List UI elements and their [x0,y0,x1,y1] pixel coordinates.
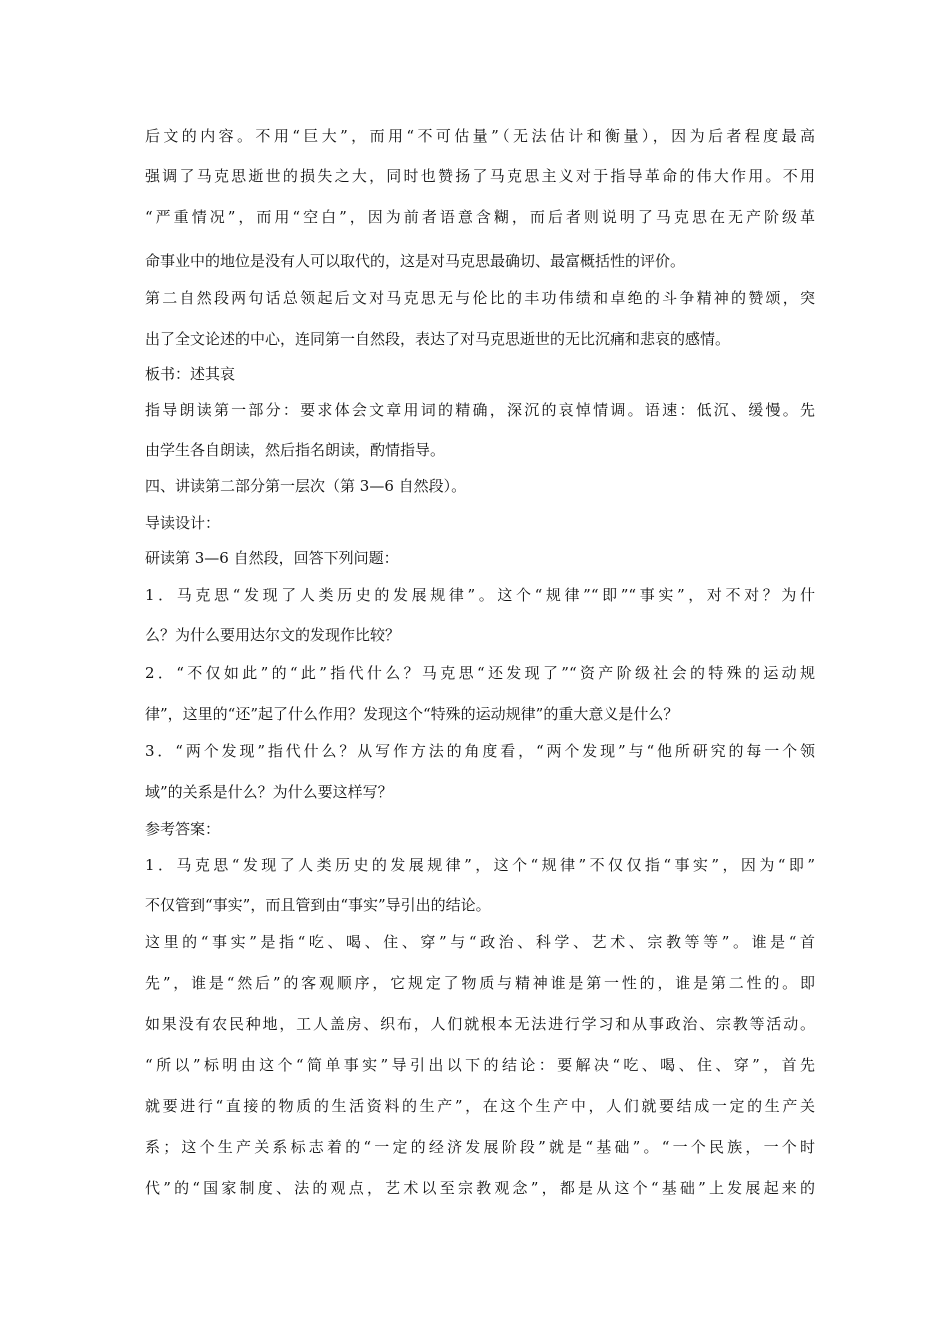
text-line: 先”，谁是“然后”的客观顺序，它规定了物质与精神谁是第一性的，谁是第二性的。即 [145,974,815,992]
text-line: 1．马克思“发现了人类历史的发展规律”，这个“规律”不仅仅指“事实”，因为“即” [145,856,815,874]
text-line: 强调了马克思逝世的损失之大，同时也赞扬了马克思主义对于指导革命的伟大作用。不用 [145,167,815,185]
text-line: “所以”标明由这个“简单事实”导引出以下的结论：要解决“吃、喝、住、穿”，首先 [145,1056,815,1074]
text-line: 这里的“事实”是指“吃、喝、住、穿”与“政治、科学、艺术、宗教等等”。谁是“首 [145,933,815,951]
text-line: 律”，这里的“还”起了什么作用？发现这个“特殊的运动规律”的重大意义是什么？ [145,705,679,723]
text-line: 系；这个生产关系标志着的“一定的经济发展阶段”就是“基础”。“一个民族，一个时 [145,1138,815,1156]
text-line: 出了全文论述的中心，连同第一自然段，表达了对马克思逝世的无比沉痛和悲哀的感情。 [145,330,731,348]
text-line: 研读第 3—6 自然段，回答下列问题： [145,549,399,567]
text-line: 域”的关系是什么？为什么要这样写？ [145,783,393,801]
text-line: 代”的“国家制度、法的观点，艺术以至宗教观念”，都是从这个“基础”上发展起来的 [145,1179,815,1197]
text-line: 导读设计： [145,514,221,532]
text-line: 3．“两个发现”指代什么？从写作方法的角度看，“两个发现”与“他所研究的每一个领 [145,742,815,760]
text-line: 么？为什么要用达尔文的发现作比较？ [145,626,401,644]
text-line: 参考答案： [145,820,221,838]
text-line: 后文的内容。不用“巨大”，而用“不可估量”（无法估计和衡量），因为后者程度最高 [145,127,815,145]
text-line: 2．“不仅如此”的“此”指代什么？马克思“还发现了”“资产阶级社会的特殊的运动规 [145,664,815,682]
text-line: 第二自然段两句话总领起后文对马克思无与伦比的丰功伟绩和卓绝的斗争精神的赞颂，突 [145,289,815,307]
text-line: “严重情况”，而用“空白”，因为前者语意含糊，而后者则说明了马克思在无产阶级革 [145,208,815,226]
text-line: 1．马克思“发现了人类历史的发展规律”。这个“规律”“即”“事实”，对不对？为什 [145,586,815,604]
text-line: 如果没有农民种地，工人盖房、织布，人们就根本无法进行学习和从事政治、宗教等活动。 [145,1015,815,1033]
text-line: 板书：述其哀 [145,365,236,383]
text-line: 指导朗读第一部分：要求体会文章用词的精确，深沉的哀悼情调。语速：低沉、缓慢。先 [145,401,815,419]
text-line: 命事业中的地位是没有人可以取代的，这是对马克思最确切、最富概括性的评价。 [145,252,686,270]
text-line: 就要进行“直接的物质的生活资料的生产”，在这个生产中，人们就要结成一定的生产关 [145,1097,815,1115]
text-line: 由学生各自朗读，然后指名朗读，酌情指导。 [145,441,446,459]
text-line: 不仅管到“事实”，而且管到由“事实”导引出的结论。 [145,896,491,914]
text-line: 四、讲读第二部分第一层次（第 3—6 自然段）。 [145,477,467,495]
